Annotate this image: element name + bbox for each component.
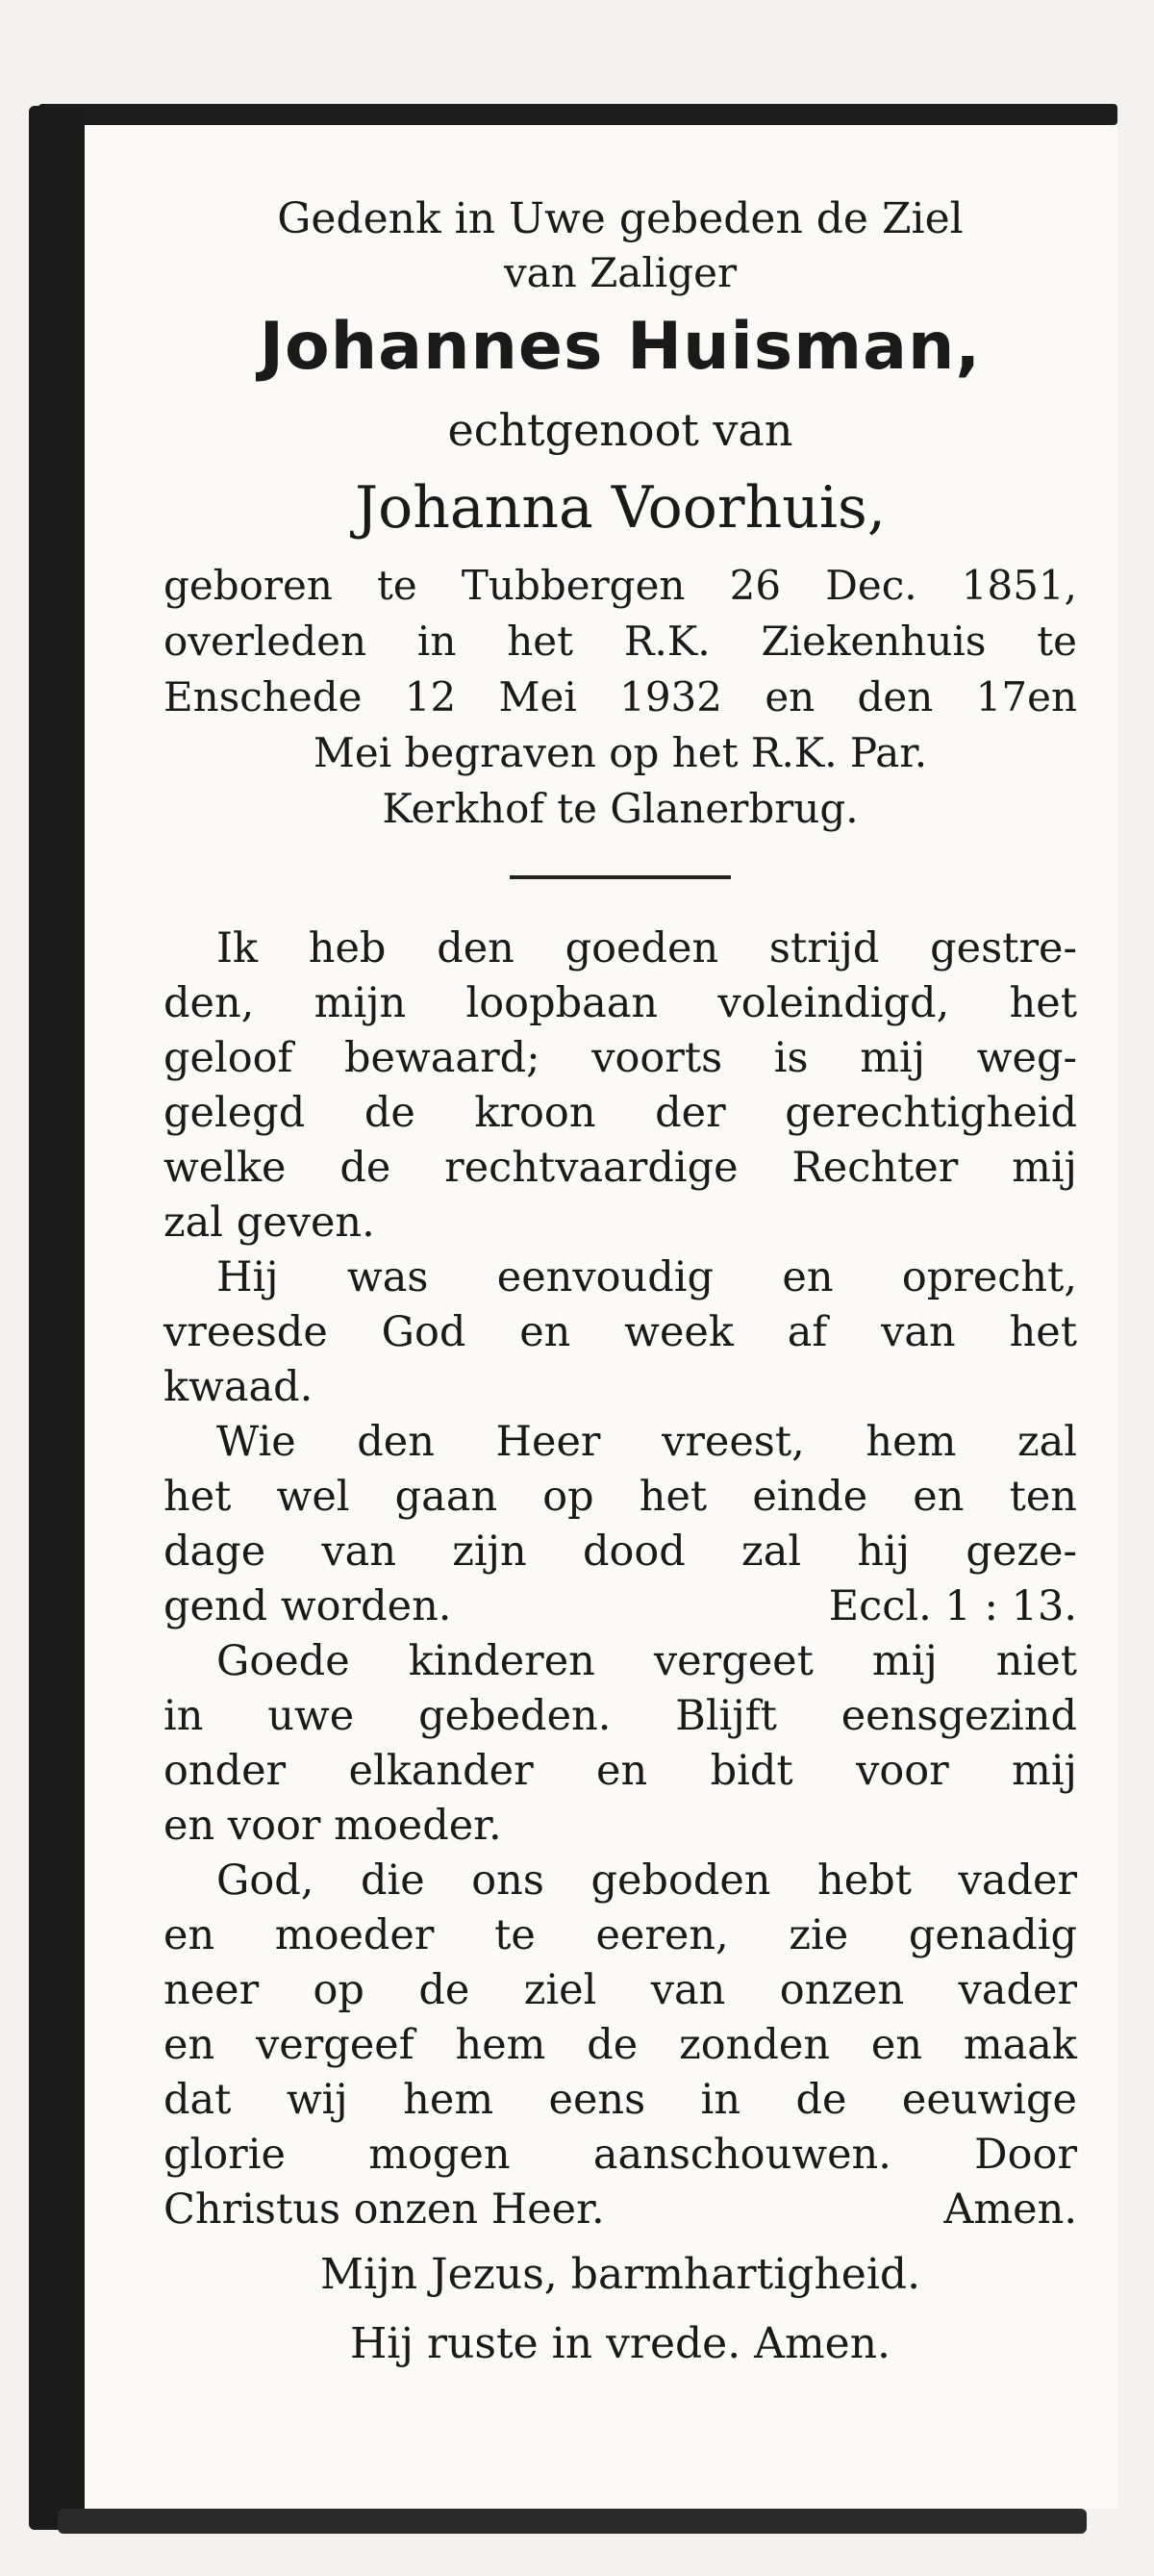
divider-rule [510,875,731,879]
verse-line: Hij was eenvoudig en oprecht, [216,1253,1077,1301]
verse-line: welke de rechtvaardige Rechter mij [163,1144,1077,1192]
detail-line: geboren te Tubbergen 26 Dec. 1851, [163,562,1077,609]
verse-line: onder elkander en bidt voor mij [163,1747,1077,1795]
mourning-border-bottom [58,2509,1087,2534]
verse-line: gend worden. [163,1582,452,1630]
header-line-2: van Zaliger [503,249,738,296]
card-content [163,192,1077,2376]
verse-line: en vergeef hem de zonden en maak [163,2021,1077,2069]
verse-line: en voor moeder. [163,1802,502,1850]
verse-line: geloof bewaard; voorts is mij weg- [163,1034,1077,1082]
detail-line: Kerkhof te Glanerbrug. [382,785,859,832]
deceased-name: Johannes Huisman, [259,309,982,385]
spouse-name: Johanna Voorhuis, [355,474,886,542]
detail-line: overleden in het R.K. Ziekenhuis te [163,618,1077,665]
amen-text: Amen. [943,2185,1077,2234]
verse-line: Christus onzen Heer. [163,2185,605,2234]
verse-paragraph-4 [163,1634,1077,1854]
mourning-border-left [29,106,85,2530]
verse-line: glorie mogen aanschouwen. Door [163,2131,1077,2179]
verse-line: gelegd de kroon der gerechtigheid [163,1089,1077,1137]
verse-line: den, mijn loopbaan voleindigd, het [163,979,1077,1027]
life-details [163,558,1077,837]
verse-line: Ik heb den goeden strijd gestre- [216,924,1077,972]
verse-paragraph-1 [163,922,1077,1250]
detail-line: Mei begraven op het R.K. Par. [313,729,928,776]
verse-line: dat wij hem eens in de eeuwige [163,2076,1077,2124]
verse-line: Goede kinderen vergeet mij niet [216,1637,1077,1685]
verse-line: in uwe gebeden. Blijft eensgezind [163,1692,1077,1740]
verse-line: dage van zijn dood zal hij geze- [163,1528,1077,1576]
verse-line: vreesde God en week af van het [163,1308,1077,1356]
closing-line-2: Hij ruste in vrede. Amen. [349,2319,891,2368]
closing-line-1: Mijn Jezus, barmhartigheid. [319,2250,921,2299]
verse-line: neer op de ziel van onzen vader [163,1966,1077,2014]
verse-line: Wie den Heer vreest, hem zal [216,1418,1077,1466]
verse-line: en moeder te eeren, zie genadig [163,1911,1077,1959]
verse-paragraph-2 [163,1250,1077,1415]
spouse-label: echtgenoot van [447,404,793,456]
detail-line: Enschede 12 Mei 1932 en den 17en [163,673,1077,720]
mourning-border-top [38,104,1117,125]
verse-line: God, die ons geboden hebt vader [216,1856,1077,1905]
header-line-1: Gedenk in Uwe gebeden de Ziel [277,194,964,243]
prayer-closing-line [163,2183,1077,2237]
verse-paragraph-3 [163,1415,1077,1634]
verse-line: zal geven. [163,1199,375,1247]
scripture-reference: Eccl. 1 : 13. [828,1582,1077,1630]
verse-reference-line [163,1579,1077,1634]
verse-line: het wel gaan op het einde en ten [163,1473,1077,1521]
verse-paragraph-5 [163,1854,1077,2237]
verse-line: kwaad. [163,1363,314,1411]
